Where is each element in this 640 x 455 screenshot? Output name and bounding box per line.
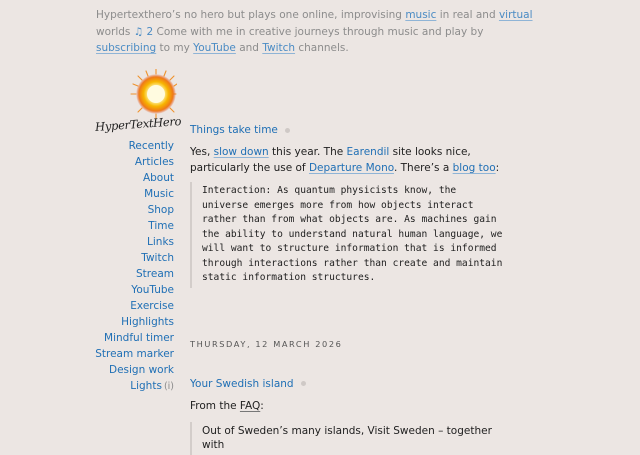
- post-things-take-time: [190, 122, 510, 288]
- nav-lights-label: Lights: [130, 380, 162, 392]
- virtual-link[interactable]: virtual: [498, 9, 533, 21]
- intro-text: in real and: [436, 9, 499, 21]
- permalink-dot-icon[interactable]: [285, 128, 290, 133]
- nav-about[interactable]: About: [142, 172, 174, 184]
- post-paragraph: [190, 144, 510, 176]
- sidebar-nav: [92, 138, 174, 394]
- nav-time[interactable]: Time: [148, 220, 174, 232]
- nav-mindful-timer[interactable]: Mindful timer: [104, 332, 174, 344]
- post-text: :: [495, 162, 500, 174]
- music-note-link[interactable]: ♫ 2: [133, 25, 154, 38]
- nav-stream-marker[interactable]: Stream marker: [95, 348, 174, 360]
- post-title-link[interactable]: Your Swedish island: [190, 377, 294, 390]
- slow-down-link[interactable]: slow down: [213, 146, 269, 158]
- post-title-row: [190, 376, 510, 392]
- nav-lights-info: (i): [163, 381, 174, 392]
- post-quote: Out of Sweden’s many islands, Visit Sweden – together with: [190, 422, 510, 455]
- permalink-dot-icon[interactable]: [301, 381, 306, 386]
- date-heading: THURSDAY, 12 MARCH 2026: [190, 338, 343, 349]
- intro-text: Come with me in creative journeys through music and play by: [153, 25, 484, 38]
- subscribing-link[interactable]: subscribing: [96, 42, 157, 54]
- departure-mono-link[interactable]: Departure Mono: [308, 162, 394, 174]
- nav-recently[interactable]: Recently: [128, 140, 174, 152]
- intro-text: to my: [156, 42, 194, 54]
- post-text: Yes,: [190, 146, 214, 158]
- logo-wordmark: HyperTextHero: [94, 114, 182, 134]
- twitch-link[interactable]: Twitch: [262, 42, 296, 54]
- main-content: [190, 122, 510, 455]
- post-text: . There’s a: [393, 162, 453, 174]
- post-text: this year. The: [268, 146, 347, 158]
- music-link[interactable]: music: [405, 9, 437, 21]
- site-logo[interactable]: [93, 69, 182, 139]
- post-your-swedish-island: [190, 376, 510, 455]
- blog-too-link[interactable]: blog too: [452, 162, 496, 174]
- post-title-link[interactable]: Things take time: [190, 124, 278, 136]
- post-text: From the: [190, 399, 240, 412]
- nav-music[interactable]: Music: [144, 188, 174, 200]
- intro-text: Hypertexthero’s no hero but plays one online, improvising: [96, 9, 406, 21]
- post-text: :: [260, 399, 264, 412]
- nav-twitch[interactable]: Twitch: [141, 252, 174, 264]
- post-text: site looks nice, particularly the use of: [190, 146, 471, 174]
- youtube-link[interactable]: YouTube: [193, 42, 236, 54]
- intro-text: and: [235, 42, 263, 54]
- nav-links[interactable]: Links: [147, 236, 174, 248]
- nav-stream[interactable]: Stream: [136, 268, 174, 280]
- nav-design-work[interactable]: Design work: [109, 364, 174, 376]
- earendil-link[interactable]: Earendil: [346, 146, 390, 158]
- intro-text: worlds: [96, 25, 134, 38]
- nav-lights[interactable]: [92, 378, 174, 394]
- post-title-row: [190, 122, 510, 138]
- intro-paragraph: [96, 7, 536, 57]
- faq-link[interactable]: FAQ: [239, 399, 261, 412]
- nav-exercise[interactable]: Exercise: [130, 300, 174, 312]
- nav-youtube[interactable]: YouTube: [131, 284, 174, 296]
- intro-text: channels.: [295, 42, 349, 54]
- nav-highlights[interactable]: Highlights: [121, 316, 174, 328]
- post-quote: Interaction: As quantum physicists know, the universe emerges more from how objects interact rather than from what objects are. As machines gain the ability to understand natural human language, we will want to structure information that is informed through interactions rather than create and maintain static information structures.: [190, 182, 510, 288]
- nav-shop[interactable]: Shop: [147, 204, 174, 216]
- nav-articles[interactable]: Articles: [134, 156, 174, 168]
